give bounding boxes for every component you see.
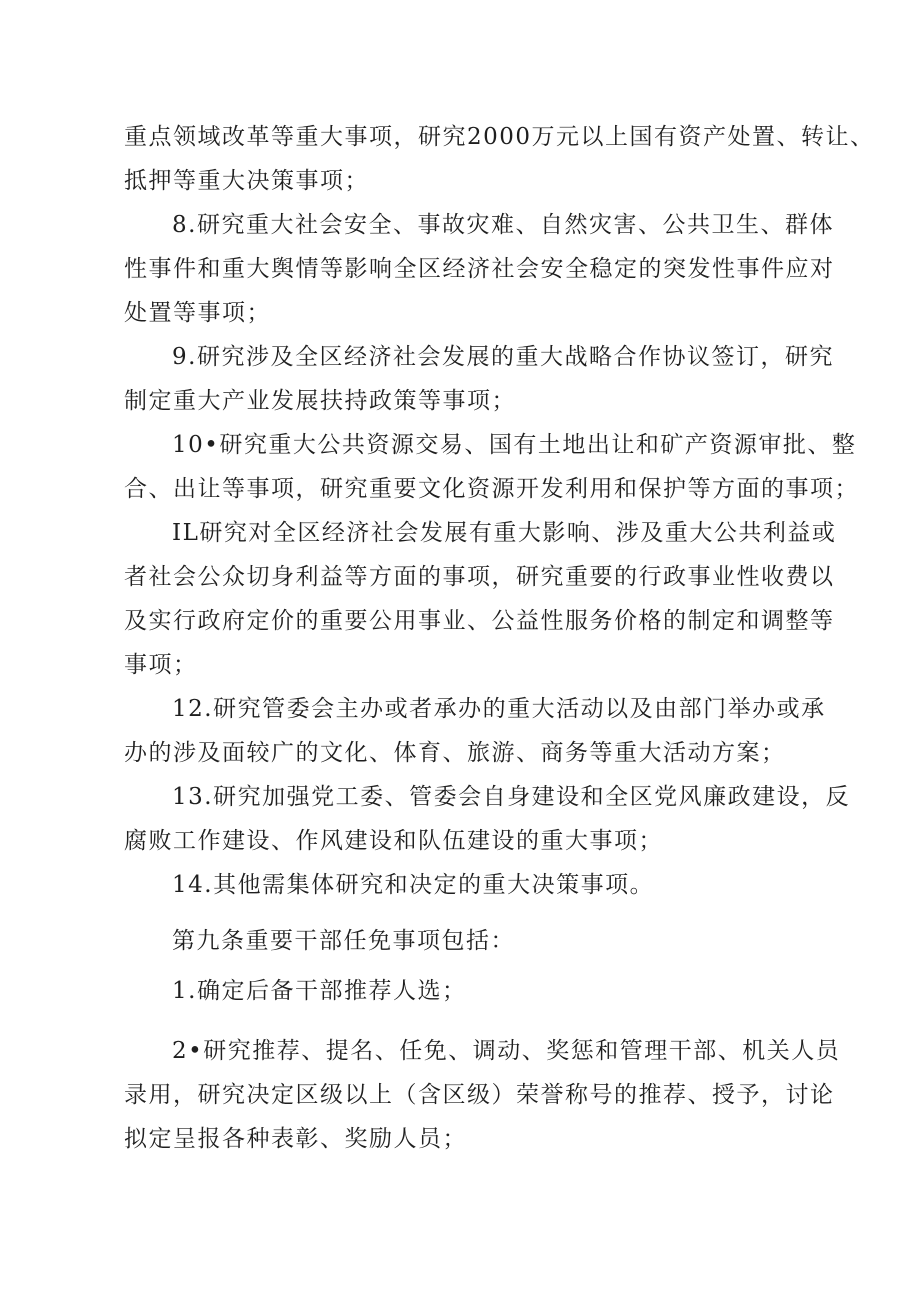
text-line: 录用，研究决定区级以上（含区级）荣誉称号的推荐、授予，讨论 (124, 1082, 835, 1108)
text-line: 合、出让等事项，研究重要文化资源开发利用和保护等方面的事项； (124, 476, 859, 502)
paragraph-10-start: 10•研究重大公共资源交易、国有土地出让和矿产资源审批、整 (172, 432, 857, 458)
text-line: 拟定呈报各种表彰、奖励人员； (124, 1126, 467, 1152)
text-line: 性事件和重大舆情等影响全区经济社会安全稳定的突发性事件应对 (124, 256, 835, 282)
text-line: 重点领域改革等重大事项，研究2000万元以上国有资产处置、转让、 (124, 124, 875, 150)
text-line: 腐败工作建设、作风建设和队伍建设的重大事项； (124, 828, 663, 854)
paragraph-9-start: 9.研究涉及全区经济社会发展的重大战略合作协议签订，研究 (172, 344, 834, 370)
text-line: 及实行政府定价的重要公用事业、公益性服务价格的制定和调整等 (124, 608, 835, 634)
paragraph-11-start: IL研究对全区经济社会发展有重大影响、涉及重大公共利益或 (172, 520, 837, 546)
paragraph-14: 14.其他需集体研究和决定的重大决策事项。 (172, 872, 655, 898)
paragraph-13-start: 13.研究加强党工委、管委会自身建设和全区党风廉政建设，反 (172, 784, 851, 810)
paragraph-8-start: 8.研究重大社会安全、事故灾难、自然灾害、公共卫生、群体 (172, 212, 834, 238)
text-line: 办的涉及面较广的文化、体育、旅游、商务等重大活动方案； (124, 740, 786, 766)
item-2-start: 2•研究推荐、提名、任免、调动、奖惩和管理干部、机关人员 (172, 1038, 841, 1064)
text-line: 制定重大产业发展扶持政策等事项； (124, 388, 516, 414)
text-line: 者社会公众切身利益等方面的事项，研究重要的行政事业性收费以 (124, 564, 835, 590)
paragraph-12-start: 12.研究管委会主办或者承办的重大活动以及由部门举办或承 (172, 696, 826, 722)
text-line: 处置等事项； (124, 300, 271, 326)
article-9-heading: 第九条重要干部任免事项包括： (172, 928, 515, 954)
text-line: 抵押等重大决策事项； (124, 168, 369, 194)
text-line: 事项； (124, 652, 198, 678)
item-1: 1.确定后备干部推荐人选； (172, 978, 467, 1004)
